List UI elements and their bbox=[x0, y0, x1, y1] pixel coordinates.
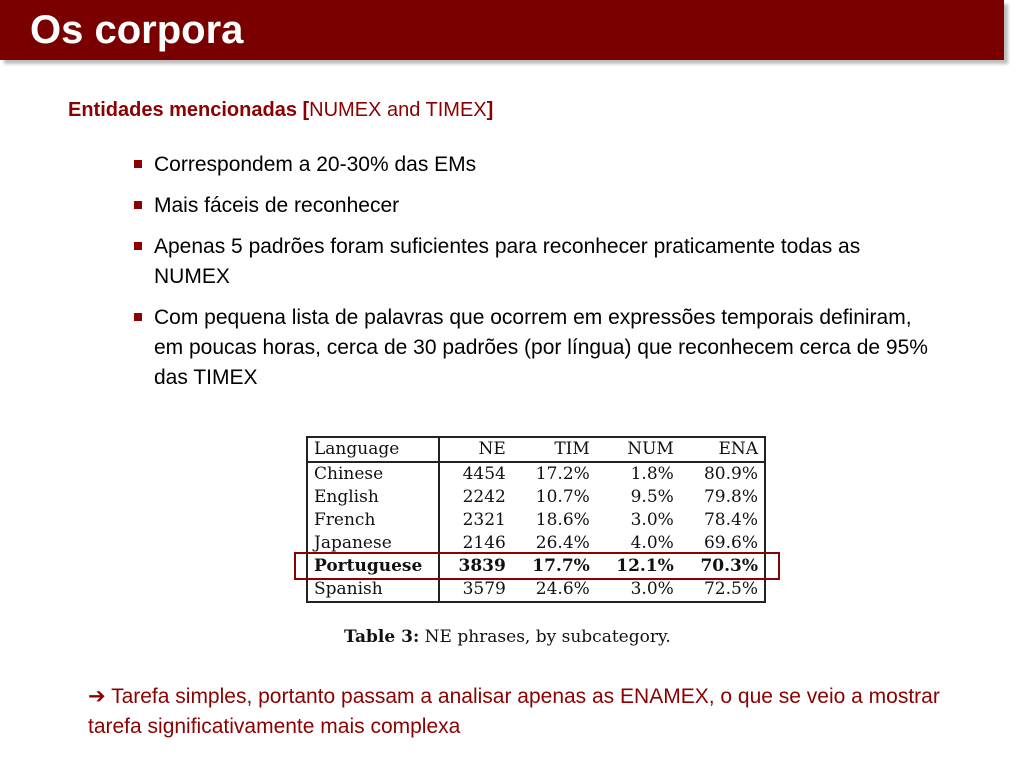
cell-num: 3.0% bbox=[630, 510, 674, 530]
square-bullet-icon bbox=[134, 160, 142, 168]
cell-num: 12.1% bbox=[616, 556, 674, 576]
cell-tim: 17.7% bbox=[532, 556, 590, 576]
conclusion-text bbox=[88, 682, 948, 742]
cell-num: 4.0% bbox=[630, 533, 674, 553]
cell-ne: 3579 bbox=[462, 579, 506, 599]
cell-tim: 17.2% bbox=[535, 464, 590, 484]
cell-ena: 69.6% bbox=[703, 533, 758, 553]
column-header-language: Language bbox=[307, 437, 439, 462]
cell-tim: 18.6% bbox=[535, 510, 590, 530]
bullet-text: Correspondem a 20-30% das EMs bbox=[154, 153, 477, 176]
cell-num: 3.0% bbox=[630, 579, 674, 599]
cell-tim: 10.7% bbox=[535, 487, 590, 507]
cell-language: English bbox=[307, 486, 439, 509]
cell-num: 9.5% bbox=[630, 487, 674, 507]
cell-ne: 2146 bbox=[462, 533, 506, 553]
cell-num: 1.8% bbox=[630, 464, 674, 484]
conclusion-body: Tarefa simples, portanto passam a analisar apenas as ENAMEX, o que se veio a mostrar tarefa significativamente mais complexa bbox=[88, 685, 940, 738]
cell-ena: 72.5% bbox=[703, 579, 758, 599]
cell-language: Spanish bbox=[307, 578, 439, 602]
bullet-item bbox=[134, 191, 934, 221]
table-row bbox=[307, 462, 765, 486]
cell-ena: 78.4% bbox=[703, 510, 758, 530]
column-header-ne: NE bbox=[439, 437, 512, 462]
section-heading bbox=[68, 96, 493, 124]
table-caption-text: NE phrases, by subcategory. bbox=[424, 627, 671, 647]
cell-ena: 80.9% bbox=[703, 464, 758, 484]
bullet-text: Apenas 5 padrões foram suficientes para reconhecer praticamente todas as NUMEX bbox=[154, 235, 861, 288]
bullet-list bbox=[134, 150, 934, 404]
table-caption-label: Table 3: bbox=[344, 627, 420, 647]
table-row bbox=[307, 509, 765, 532]
cell-ne: 2242 bbox=[462, 487, 506, 507]
cell-ena: 79.8% bbox=[703, 487, 758, 507]
bullet-item bbox=[134, 303, 934, 393]
cell-language: Chinese bbox=[307, 462, 439, 486]
cell-language: French bbox=[307, 509, 439, 532]
square-bullet-icon bbox=[134, 242, 142, 250]
cell-language: Portuguese bbox=[307, 555, 439, 578]
section-heading-bold: Entidades mencionadas [ bbox=[68, 99, 310, 121]
cell-ne: 4454 bbox=[462, 464, 506, 484]
section-heading-normal: NUMEX and TIMEX bbox=[309, 99, 487, 121]
right-arrow-icon: ➔ bbox=[88, 685, 106, 708]
table-figure bbox=[294, 428, 780, 658]
table-row bbox=[307, 486, 765, 509]
column-header-ena: ENA bbox=[680, 437, 765, 462]
cell-tim: 26.4% bbox=[535, 533, 590, 553]
cell-ne: 2321 bbox=[462, 510, 506, 530]
cell-tim: 24.6% bbox=[535, 579, 590, 599]
table-row bbox=[307, 578, 765, 602]
square-bullet-icon bbox=[134, 313, 142, 321]
column-header-tim: TIM bbox=[512, 437, 596, 462]
bullet-text: Mais fáceis de reconhecer bbox=[154, 194, 400, 217]
square-bullet-icon bbox=[134, 201, 142, 209]
cell-language: Japanese bbox=[307, 532, 439, 555]
bullet-item bbox=[134, 150, 934, 180]
title-bar bbox=[0, 0, 1004, 60]
column-header-num: NUM bbox=[596, 437, 680, 462]
cell-ena: 70.3% bbox=[700, 556, 758, 576]
bullet-text: Com pequena lista de palavras que ocorrem em expressões temporais definiram, em poucas horas, cerca de 30 padrões (por língua) que reconhecem cerca de 95% das TIMEX bbox=[154, 306, 928, 389]
cell-ne: 3839 bbox=[458, 556, 506, 576]
table-caption bbox=[344, 627, 671, 647]
section-heading-closing: ] bbox=[486, 99, 494, 121]
table-header-row bbox=[307, 437, 765, 462]
row-highlight-box bbox=[294, 552, 780, 580]
bullet-item bbox=[134, 232, 934, 292]
slide-title: Os corpora bbox=[30, 8, 244, 52]
